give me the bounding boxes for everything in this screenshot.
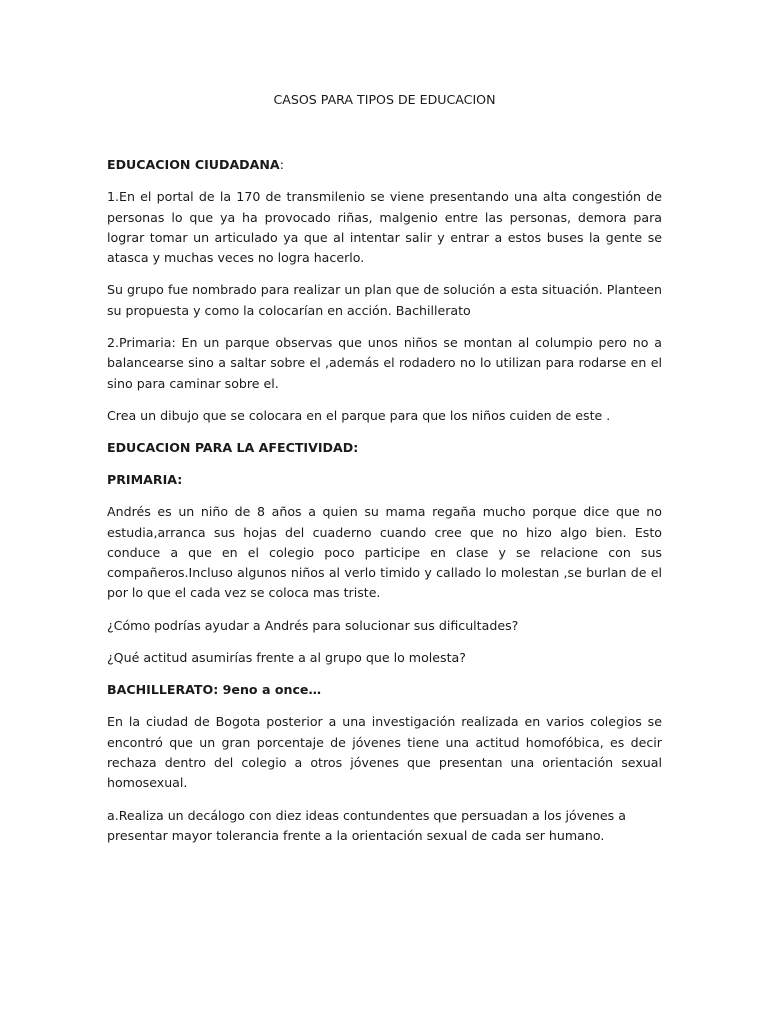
- section-heading-afectividad: EDUCACION PARA LA AFECTIVIDAD:: [107, 440, 359, 456]
- section-heading-educacion-ciudadana: [107, 155, 662, 175]
- paragraph-case-1: 1.En el portal de la 170 de transmilenio se viene presentando una alta congestión de personas lo que ya ha provocado riñas, malgenio entre las personas, demora para lograr tomar un articulado ya que al intentar salir y entrar a estos buses la gente se atasca y muchas veces no logra hacerlo.: [107, 189, 662, 266]
- paragraph-case-1-task: Su grupo fue nombrado para realizar un plan que de solución a esta situación. Planteen su propuesta y como la colocarían en acción. Bachillerato: [107, 282, 662, 318]
- paragraph-bogota-case: En la ciudad de Bogota posterior a una investigación realizada en varios colegios se encontró que un gran porcentaje de jóvenes tiene una actitud homofóbica, es decir rechaza dentro del colegio a otros jóvenes que presentan una orientación sexual homosexual.: [107, 714, 662, 791]
- document-title: CASOS PARA TIPOS DE EDUCACION: [273, 92, 496, 107]
- subheading-primaria: PRIMARIA:: [107, 472, 183, 488]
- question-2: ¿Qué actitud asumirías frente a al grupo que lo molesta?: [107, 650, 466, 666]
- paragraph-decalogo-task: a.Realiza un decálogo con diez ideas contundentes que persuadan a los jóvenes a presentar mayor tolerancia frente a la orientación sexual de cada ser humano.: [107, 807, 626, 843]
- section-heading-text: EDUCACION CIUDADANA: [107, 157, 280, 172]
- paragraph-andres-case: Andrés es un niño de 8 años a quien su mama regaña mucho porque dice que no estudia,arranca sus hojas del cuaderno cuando cree que no hizo algo bien. Esto conduce a que en el colegio poco participe en clase y se relacione con sus compañeros.Incluso algunos niños al verlo timido y callado lo molestan ,se burlan de el por lo que el cada vez se coloca mas triste.: [107, 504, 662, 601]
- paragraph-case-2: 2.Primaria: En un parque observas que unos niños se montan al columpio pero no a balancearse sino a saltar sobre el ,además el rodadero no lo utilizan para rodarse en el sino para caminar sobre el.: [107, 335, 662, 391]
- paragraph-case-2-task: Crea un dibujo que se colocara en el parque para que los niños cuiden de este .: [107, 407, 611, 423]
- section-heading-colon: :: [279, 157, 284, 172]
- question-1: ¿Cómo podrías ayudar a Andrés para solucionar sus dificultades?: [107, 617, 519, 633]
- subheading-bachillerato: BACHILLERATO: 9eno a once…: [107, 682, 322, 698]
